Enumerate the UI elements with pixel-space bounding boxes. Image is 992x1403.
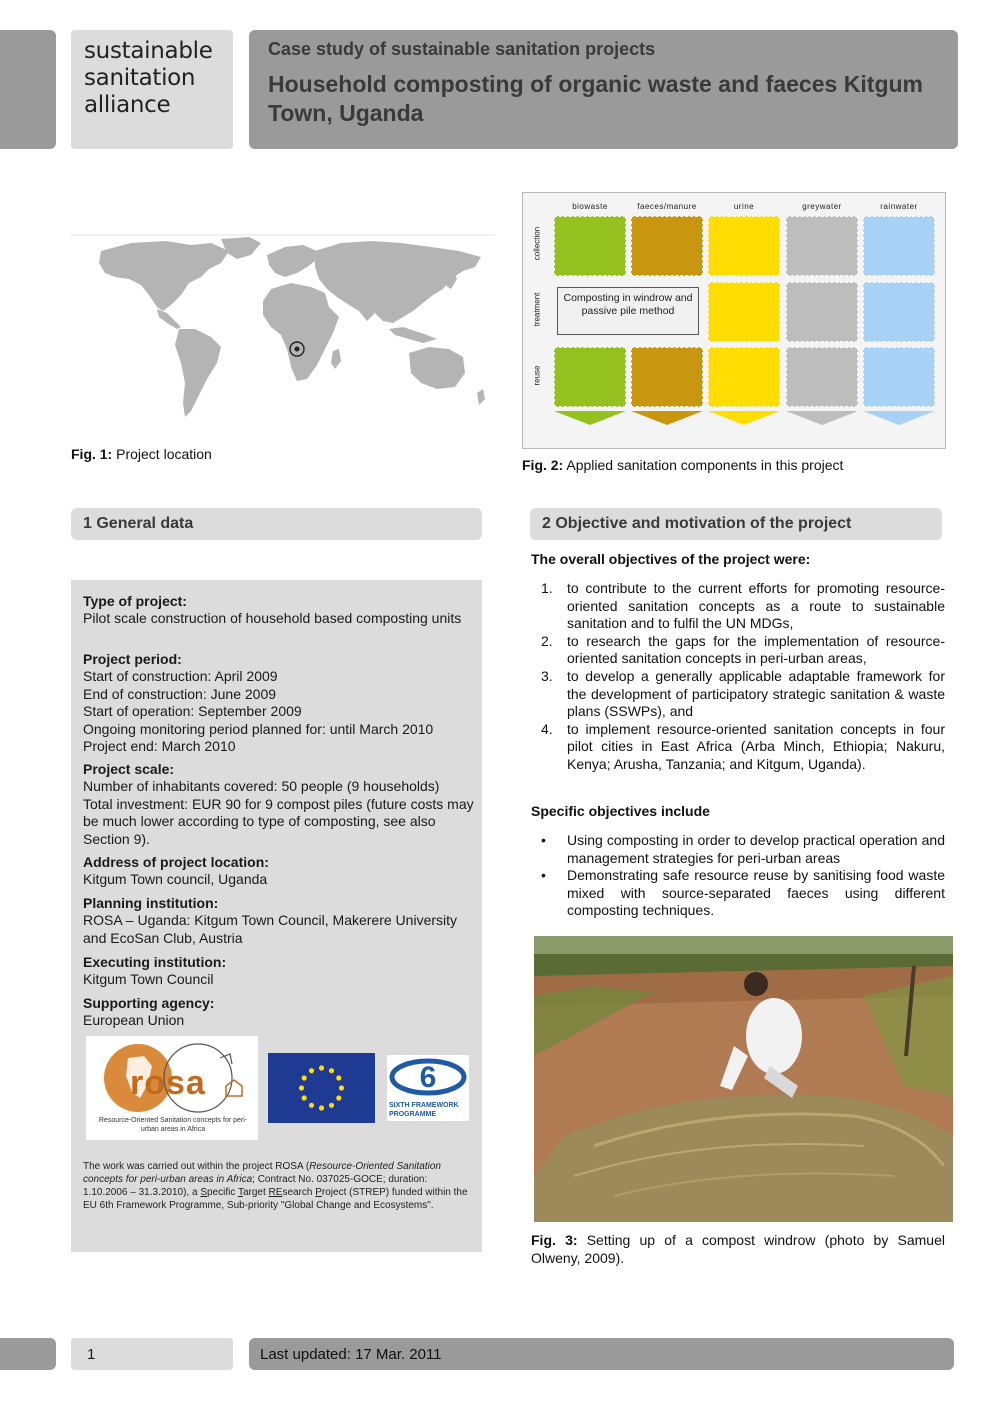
fig3-caption: Fig. 3: Setting up of a compost windrow (photo by Samuel Olweny, 2009).: [531, 1232, 945, 1266]
cell-biowaste-collection: [554, 216, 626, 276]
cell-greywater-treatment: [786, 282, 858, 342]
cell-greywater-collection: [786, 216, 858, 276]
cell-rainwater-treatment: [863, 282, 935, 342]
list-item: 1. to contribute to the current efforts for promoting resource-oriented sanitation concepts as a route to sustainable sanitation and to fulfil the UN MDGs,: [541, 580, 945, 632]
column-header-rainwater: rainwater: [880, 202, 918, 211]
page-number: 1: [87, 1346, 96, 1363]
planning-institution: Planning institution: ROSA – Uganda: Kitgum Town Council, Makerere University and EcoSan Club, Austria: [83, 895, 458, 946]
cell-biowaste-reuse: [554, 347, 626, 407]
row-header-collection: collection: [532, 226, 542, 261]
column-header-biowaste: biowaste: [572, 202, 608, 211]
svg-text:6: 6: [419, 1061, 437, 1094]
arrow-rainwater: [863, 411, 935, 425]
cell-faeces-collection: [631, 216, 703, 276]
section1-heading: 1 General data: [71, 508, 482, 540]
sanitation-components-diagram: [522, 192, 946, 449]
general-data-panel: [71, 580, 482, 1252]
funding-footnote: The work was carried out within the project ROSA (Resource-Oriented Sanitation concepts for peri-urban areas in Africa; Contract No. 037025-GOCE; duration: 1.10.2006 – 31.3.2010), a Specific Target REsearch Project (STREP) funded within the EU 6th Framework Programme, Sub-priority "Global Change and Ecosystems".: [83, 1161, 468, 1211]
cell-rainwater-reuse: [863, 347, 935, 407]
sixth-framework-programme-logo: [387, 1055, 469, 1121]
cell-faeces-reuse: [631, 347, 703, 407]
column-header-faeces: faeces/manure: [637, 202, 697, 211]
list-item: 4. to implement resource-oriented sanitation concepts in four pilot cities in East Africa (Arba Minch, Ethiopia; Nakuru, Kenya; Arusha, Tanzania; and Kitgum, Uganda).: [541, 720, 945, 772]
overall-objectives-heading: The overall objectives of the project were:: [531, 551, 811, 567]
supporting-agency: Supporting agency: European Union: [83, 995, 215, 1029]
sustainable-sanitation-alliance-logo: [84, 38, 213, 119]
document-kicker: Case study of sustainable sanitation projects: [268, 39, 656, 59]
cell-urine-reuse: [708, 347, 780, 407]
section2-heading: 2 Objective and motivation of the project: [530, 508, 942, 540]
logo-line: sanitation: [84, 65, 196, 91]
rosa-logo-text: rosa: [130, 1064, 206, 1102]
list-item: 3. to develop a generally applicable adaptable framework for the development of participatory strategic sanitation & waste plans (SSWPs), and: [541, 667, 945, 720]
header-left-tab: [0, 30, 56, 149]
logo-line: sustainable: [84, 38, 213, 64]
project-scale: Project scale: Number of inhabitants covered: 50 people (9 households) Total investment: EUR 90 for 9 compost piles (future costs may be much lower according to type of composting, see also Section 9).: [83, 761, 474, 847]
composting-component-box: Composting in windrow and passive pile method: [557, 287, 699, 335]
row-header-treatment: treatment: [532, 292, 542, 327]
arrow-faeces: [631, 411, 703, 425]
executing-institution: Executing institution: Kitgum Town Council: [83, 954, 227, 988]
last-updated: Last updated: 17 Mar. 2011: [260, 1346, 442, 1363]
list-item: • Using composting in order to develop practical operation and management strategies for peri-urban areas: [541, 832, 945, 866]
specific-objectives-list: [531, 832, 945, 920]
rosa-logo-subtitle: Resource-Oriented Sanitation concepts for peri-urban areas in Africa: [98, 1117, 248, 1133]
list-item: 2. to research the gaps for the implementation of resource-oriented sanitation concepts in peri-urban areas,: [541, 632, 945, 667]
compost-windrow-photo: [534, 936, 953, 1222]
cell-urine-collection: [708, 216, 780, 276]
specific-objectives-heading: Specific objectives include: [531, 803, 710, 819]
eu-flag-icon: [268, 1053, 375, 1123]
project-address: Address of project location: Kitgum Town council, Uganda: [83, 854, 269, 888]
row-header-reuse: reuse: [532, 365, 542, 386]
fp6-logo-text: SIXTH FRAMEWORK PROGRAMME: [389, 1102, 459, 1118]
arrow-urine: [708, 411, 780, 425]
world-map: [71, 233, 495, 433]
fig2-caption: Fig. 2: Applied sanitation components in this project: [522, 457, 844, 473]
project-period: Project period: Start of construction: April 2009 End of construction: June 2009 Start of operation: September 2009 Ongoing monitoring period planned for: until March 2010 Project end: March 2010: [83, 651, 434, 755]
column-header-greywater: greywater: [802, 202, 842, 211]
cell-greywater-reuse: [786, 347, 858, 407]
cell-rainwater-collection: [863, 216, 935, 276]
column-header-urine: urine: [733, 202, 755, 211]
type-of-project: Type of project: Pilot scale construction of household based composting units: [83, 593, 462, 627]
cell-urine-treatment: [708, 282, 780, 342]
list-item: • Demonstrating safe resource reuse by sanitising food waste mixed with source-separated faeces using different composting techniques.: [541, 867, 945, 919]
arrow-greywater: [786, 411, 858, 425]
last-updated-box: [249, 1338, 954, 1370]
logo-line: alliance: [84, 92, 171, 118]
fig1-caption: Fig. 1: Project location: [71, 446, 212, 462]
objectives-list: [531, 580, 945, 774]
page-number-box: [71, 1338, 233, 1370]
arrow-biowaste: [554, 411, 626, 425]
footer-left-tab: [0, 1338, 56, 1370]
document-title: Household composting of organic waste and faeces Kitgum Town, Uganda: [268, 71, 923, 126]
rosa-logo: [86, 1036, 258, 1140]
